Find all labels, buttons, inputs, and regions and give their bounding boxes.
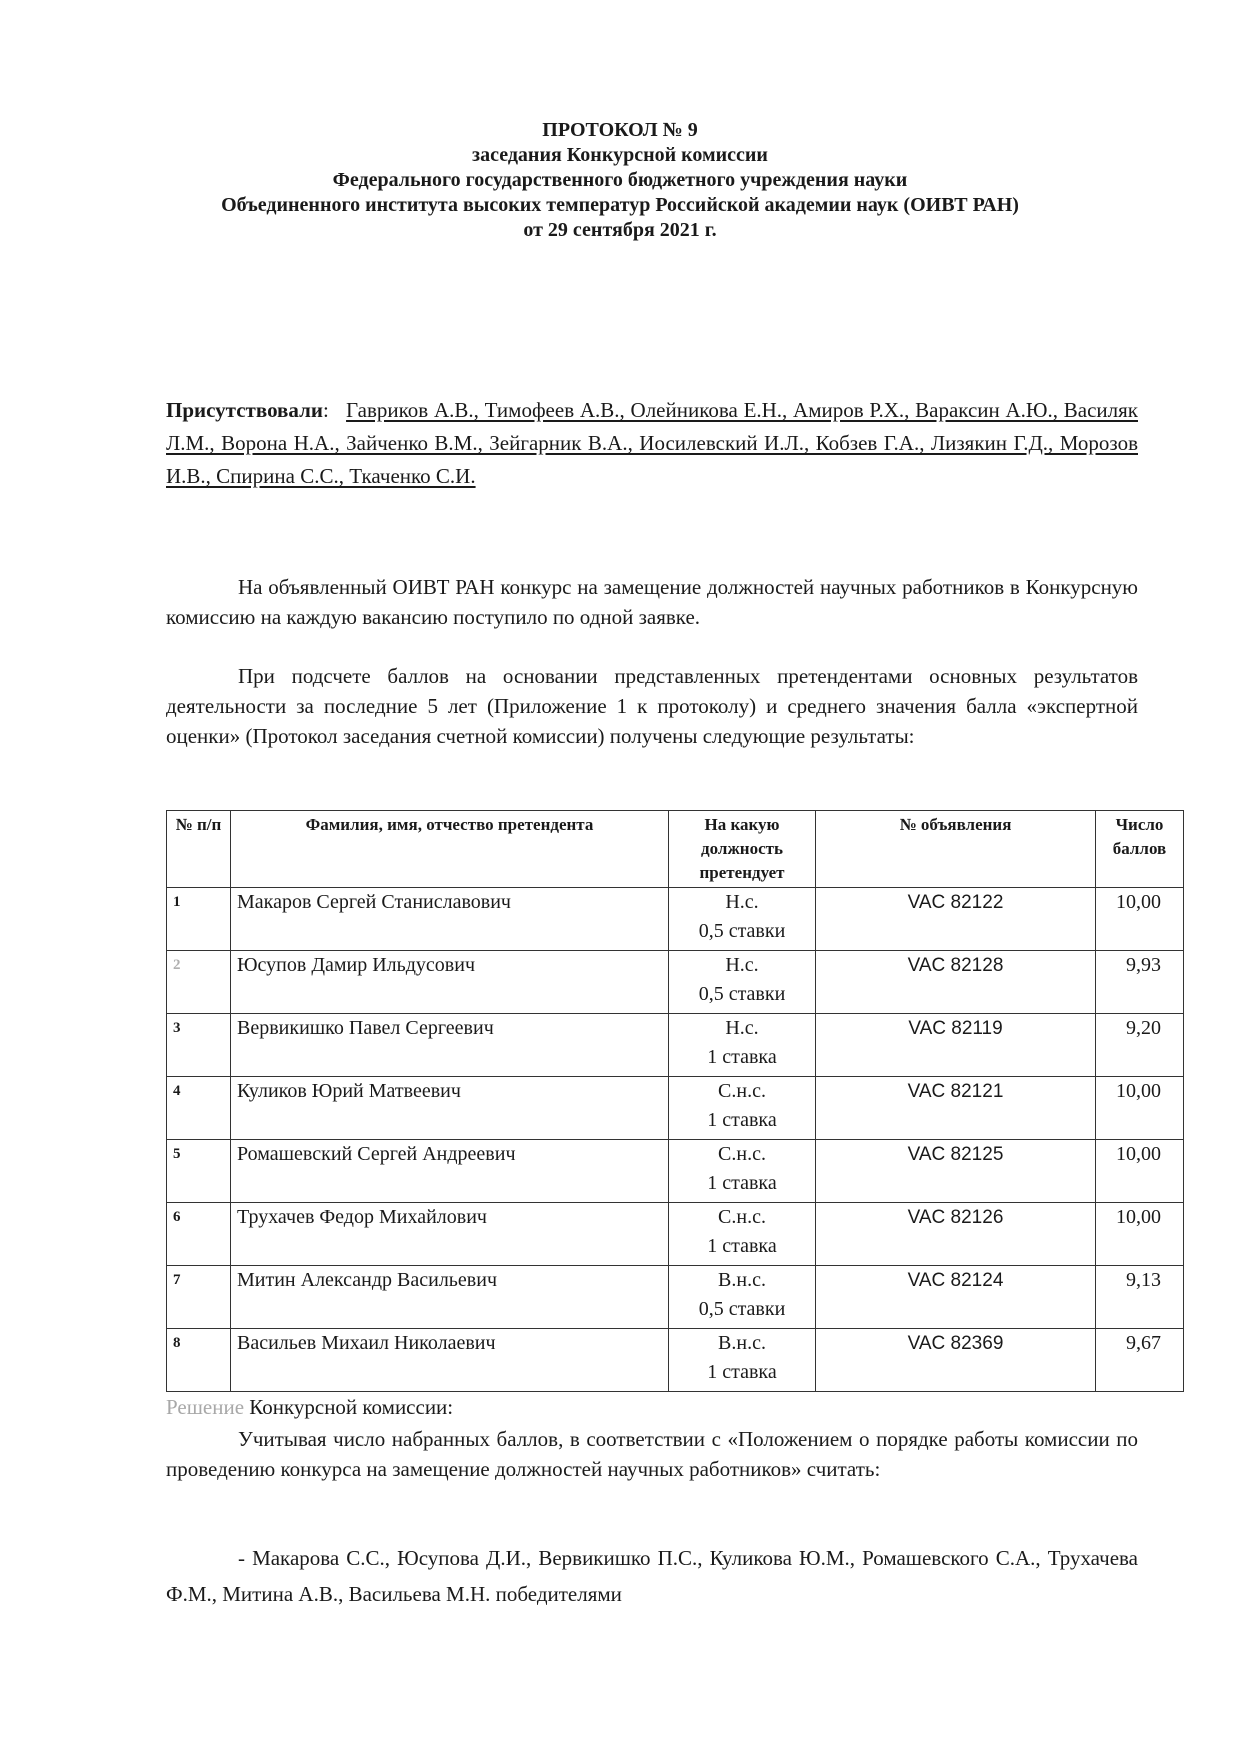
row-score: 9,93 <box>1096 951 1184 1014</box>
row-score: 10,00 <box>1096 1203 1184 1266</box>
row-name: Трухачев Федор Михайлович <box>231 1203 669 1266</box>
row-name: Ромашевский Сергей Андреевич <box>231 1140 669 1203</box>
row-score: 10,00 <box>1096 1077 1184 1140</box>
row-vacancy: VAC 82369 <box>816 1329 1096 1392</box>
protocol-subtitle: заседания Конкурсной комиссии <box>472 144 768 166</box>
table-row <box>167 888 1184 951</box>
row-position <box>669 1266 816 1329</box>
position-title: Н.с. <box>725 954 759 976</box>
decision-heading-rest: Конкурсной комиссии: <box>244 1395 454 1419</box>
attendance-names: Гавриков А.В., Тимофеев А.В., Олейникова Е.Н., Амиров Р.Х., Вараксин А.Ю., Василяк Л.М., Ворона Н.А., Зайченко В.М., Зейгарник В.А., Иосилевский И.Л., Кобзев Г.А., Лизякин Г.Д., Морозов И.В., Спирина С.С., Ткаченко С.И. <box>166 398 1138 488</box>
table-row <box>167 951 1184 1014</box>
decision-heading-faded: Решение <box>166 1395 245 1419</box>
table-row <box>167 1203 1184 1266</box>
position-rate: 0,5 ставки <box>698 983 786 1005</box>
row-num: 6 <box>167 1203 231 1266</box>
attendance-block: Присутствовали: Гавриков А.В., Тимофеев А.В., Олейникова Е.Н., Амиров Р.Х., Вараксин А.Ю., Василяк Л.М., Ворона Н.А., Зайченко В.М., Зейгарник В.А., Иосилевский И.Л., Кобзев Г.А., Лизякин Г.Д., Морозов И.В., Спирина С.С., Ткаченко С.И. <box>166 398 1138 488</box>
decision-paragraph: Учитывая число набранных баллов, в соответствии с «Положением о порядке работы комиссии по проведению конкурса на замещение должностей научных работников» считать: <box>166 1427 1138 1481</box>
table-row <box>167 1329 1184 1392</box>
institution-line: Федерального государственного бюджетного учреждения науки <box>332 169 908 191</box>
row-name: Юсупов Дамир Ильдусович <box>231 951 669 1014</box>
position-title: С.н.с. <box>718 1080 766 1102</box>
row-position <box>669 888 816 951</box>
row-score: 10,00 <box>1096 1140 1184 1203</box>
row-vacancy: VAC 82119 <box>816 1014 1096 1077</box>
row-name: Васильев Михаил Николаевич <box>231 1329 669 1392</box>
row-name: Макаров Сергей Станиславович <box>231 888 669 951</box>
row-num: 3 <box>167 1014 231 1077</box>
winners-paragraph: - Макарова С.С., Юсупова Д.И., Вервикишко П.С., Куликова Ю.М., Ромашевского С.А., Трухачева Ф.М., Митина А.В., Васильева М.Н. победителями <box>166 1546 1138 1606</box>
header-position: На какую должность претендует <box>669 811 816 888</box>
intro-paragraph: На объявленный ОИВТ РАН конкурс на замещение должностей научных работников в Конкурсную комиссию на каждую вакансию поступило по одной заявке. <box>166 575 1138 629</box>
row-vacancy: VAC 82125 <box>816 1140 1096 1203</box>
position-title: Н.с. <box>725 891 759 913</box>
row-vacancy: VAC 82124 <box>816 1266 1096 1329</box>
position-title: Н.с. <box>725 1017 759 1039</box>
position-title: С.н.с. <box>718 1143 766 1165</box>
position-title: С.н.с. <box>718 1206 766 1228</box>
table-row <box>167 1077 1184 1140</box>
row-num: 1 <box>167 888 231 951</box>
row-vacancy: VAC 82126 <box>816 1203 1096 1266</box>
row-num: 5 <box>167 1140 231 1203</box>
protocol-date: от 29 сентября 2021 г. <box>523 219 717 241</box>
row-score: 9,13 <box>1096 1266 1184 1329</box>
row-position <box>669 1203 816 1266</box>
row-vacancy: VAC 82121 <box>816 1077 1096 1140</box>
row-num: 7 <box>167 1266 231 1329</box>
position-rate: 1 ставка <box>707 1046 777 1068</box>
header-num: № п/п <box>167 811 231 888</box>
table-row <box>167 1014 1184 1077</box>
table-header-row <box>167 811 1184 888</box>
header-score: Число баллов <box>1096 811 1184 888</box>
position-rate: 1 ставка <box>707 1172 777 1194</box>
protocol-header <box>140 118 1100 243</box>
row-score: 9,67 <box>1096 1329 1184 1392</box>
position-rate: 0,5 ставки <box>698 920 786 942</box>
attendance-label: Присутствовали <box>166 398 323 422</box>
institution-name: Объединенного института высоких температур Российской академии наук (ОИВТ РАН) <box>221 194 1019 216</box>
row-position <box>669 1329 816 1392</box>
position-rate: 1 ставка <box>707 1361 777 1383</box>
row-num: 8 <box>167 1329 231 1392</box>
scoring-paragraph: При подсчете баллов на основании представленных претендентами основных результатов деятельности за последние 5 лет (Приложение 1 к протоколу) и среднего значения балла «экспертной оценки» (Протокол заседания счетной комиссии) получены следующие результаты: <box>166 664 1138 748</box>
position-rate: 0,5 ставки <box>698 1298 786 1320</box>
table-row <box>167 1266 1184 1329</box>
header-name: Фамилия, имя, отчество претендента <box>231 811 669 888</box>
header-vacancy: № объявления <box>816 811 1096 888</box>
row-position <box>669 1077 816 1140</box>
position-rate: 1 ставка <box>707 1235 777 1257</box>
row-vacancy: VAC 82128 <box>816 951 1096 1014</box>
results-table <box>166 810 1184 1392</box>
table-row <box>167 1140 1184 1203</box>
row-position <box>669 1140 816 1203</box>
row-name: Куликов Юрий Матвеевич <box>231 1077 669 1140</box>
row-score: 9,20 <box>1096 1014 1184 1077</box>
position-rate: 1 ставка <box>707 1109 777 1131</box>
row-num: 2 <box>167 951 231 1014</box>
row-num: 4 <box>167 1077 231 1140</box>
row-name: Митин Александр Васильевич <box>231 1266 669 1329</box>
row-position <box>669 951 816 1014</box>
position-title: В.н.с. <box>718 1332 766 1354</box>
decision-heading <box>166 1392 453 1422</box>
row-vacancy: VAC 82122 <box>816 888 1096 951</box>
protocol-title: ПРОТОКОЛ № 9 <box>542 119 698 141</box>
row-score: 10,00 <box>1096 888 1184 951</box>
row-position <box>669 1014 816 1077</box>
row-name: Вервикишко Павел Сергеевич <box>231 1014 669 1077</box>
position-title: В.н.с. <box>718 1269 766 1291</box>
